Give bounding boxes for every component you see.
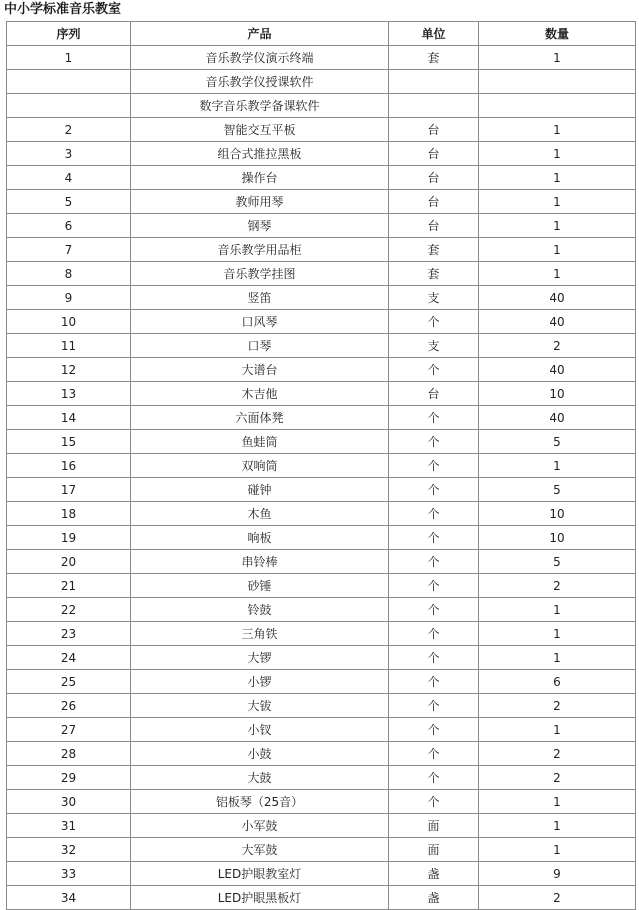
table-row [7, 286, 636, 310]
cell-quantity [479, 70, 636, 94]
cell-unit: 台 [389, 166, 479, 190]
cell-seq: 26 [7, 694, 131, 718]
table-row [7, 694, 636, 718]
cell-seq: 2 [7, 118, 131, 142]
cell-product: 木吉他 [131, 382, 389, 406]
cell-seq: 30 [7, 790, 131, 814]
cell-seq: 11 [7, 334, 131, 358]
table-row [7, 334, 636, 358]
table-row [7, 358, 636, 382]
cell-product: 响板 [131, 526, 389, 550]
cell-quantity: 2 [479, 742, 636, 766]
cell-unit: 个 [389, 742, 479, 766]
cell-seq: 10 [7, 310, 131, 334]
cell-unit: 面 [389, 838, 479, 862]
cell-quantity: 6 [479, 670, 636, 694]
cell-quantity: 1 [479, 142, 636, 166]
cell-product: 智能交互平板 [131, 118, 389, 142]
cell-quantity: 2 [479, 766, 636, 790]
page-title: 中小学标准音乐教室 [4, 2, 122, 17]
cell-unit: 个 [389, 622, 479, 646]
table-row [7, 550, 636, 574]
cell-seq: 1 [7, 46, 131, 70]
cell-product: LED护眼黑板灯 [131, 886, 389, 910]
cell-seq: 15 [7, 430, 131, 454]
cell-product: 小钗 [131, 718, 389, 742]
table-row [7, 790, 636, 814]
cell-quantity: 9 [479, 862, 636, 886]
cell-quantity: 40 [479, 286, 636, 310]
cell-quantity: 1 [479, 190, 636, 214]
table-row [7, 406, 636, 430]
column-header-quantity: 数量 [479, 22, 636, 46]
table-row [7, 142, 636, 166]
cell-product: 鱼蛙筒 [131, 430, 389, 454]
cell-unit: 个 [389, 766, 479, 790]
cell-seq: 22 [7, 598, 131, 622]
table-row [7, 262, 636, 286]
table-row [7, 838, 636, 862]
cell-seq: 31 [7, 814, 131, 838]
cell-quantity: 1 [479, 46, 636, 70]
cell-quantity: 1 [479, 814, 636, 838]
cell-unit: 台 [389, 118, 479, 142]
table-row [7, 862, 636, 886]
cell-unit: 套 [389, 46, 479, 70]
table-row [7, 886, 636, 910]
cell-seq: 19 [7, 526, 131, 550]
cell-unit: 个 [389, 670, 479, 694]
cell-unit: 面 [389, 814, 479, 838]
cell-quantity: 40 [479, 406, 636, 430]
cell-quantity: 1 [479, 118, 636, 142]
cell-seq [7, 94, 131, 118]
cell-seq: 16 [7, 454, 131, 478]
cell-seq: 33 [7, 862, 131, 886]
cell-seq: 34 [7, 886, 131, 910]
cell-unit: 个 [389, 526, 479, 550]
cell-product: 大军鼓 [131, 838, 389, 862]
cell-product: 音乐教学用品柜 [131, 238, 389, 262]
cell-product: 大锣 [131, 646, 389, 670]
cell-quantity: 2 [479, 886, 636, 910]
cell-unit: 个 [389, 406, 479, 430]
cell-unit: 盏 [389, 886, 479, 910]
table-row [7, 718, 636, 742]
cell-product: 大谱台 [131, 358, 389, 382]
cell-product: 口风琴 [131, 310, 389, 334]
cell-product: 三角铁 [131, 622, 389, 646]
cell-unit: 盏 [389, 862, 479, 886]
cell-product: 音乐教学仪演示终端 [131, 46, 389, 70]
cell-unit: 个 [389, 790, 479, 814]
cell-seq: 23 [7, 622, 131, 646]
table-row [7, 238, 636, 262]
table-row [7, 622, 636, 646]
table-row [7, 574, 636, 598]
cell-product: 串铃棒 [131, 550, 389, 574]
cell-seq: 12 [7, 358, 131, 382]
cell-product: 小军鼓 [131, 814, 389, 838]
cell-seq: 32 [7, 838, 131, 862]
cell-unit: 个 [389, 718, 479, 742]
cell-unit: 支 [389, 334, 479, 358]
table-row [7, 46, 636, 70]
cell-unit: 支 [389, 286, 479, 310]
cell-unit: 个 [389, 574, 479, 598]
cell-unit [389, 94, 479, 118]
cell-seq: 6 [7, 214, 131, 238]
cell-unit: 个 [389, 550, 479, 574]
cell-quantity: 40 [479, 310, 636, 334]
cell-seq: 28 [7, 742, 131, 766]
cell-quantity: 1 [479, 718, 636, 742]
table-row [7, 94, 636, 118]
cell-product: 音乐教学仪授课软件 [131, 70, 389, 94]
cell-quantity: 5 [479, 430, 636, 454]
cell-product: 铃鼓 [131, 598, 389, 622]
cell-unit: 个 [389, 694, 479, 718]
table-row [7, 382, 636, 406]
cell-unit: 个 [389, 502, 479, 526]
table-row [7, 670, 636, 694]
cell-quantity: 40 [479, 358, 636, 382]
cell-seq: 21 [7, 574, 131, 598]
cell-product: 音乐教学挂图 [131, 262, 389, 286]
cell-quantity: 2 [479, 574, 636, 598]
table-row [7, 814, 636, 838]
cell-quantity: 2 [479, 694, 636, 718]
cell-unit: 个 [389, 598, 479, 622]
table-row [7, 598, 636, 622]
cell-seq: 9 [7, 286, 131, 310]
cell-seq: 8 [7, 262, 131, 286]
cell-seq: 24 [7, 646, 131, 670]
cell-seq [7, 70, 131, 94]
equipment-table [6, 21, 636, 910]
cell-product: 大钹 [131, 694, 389, 718]
table-row [7, 766, 636, 790]
table-row [7, 310, 636, 334]
cell-quantity: 1 [479, 622, 636, 646]
cell-unit: 个 [389, 310, 479, 334]
cell-seq: 13 [7, 382, 131, 406]
cell-quantity: 5 [479, 478, 636, 502]
cell-quantity: 1 [479, 454, 636, 478]
cell-product: 口琴 [131, 334, 389, 358]
cell-quantity: 1 [479, 790, 636, 814]
cell-unit: 个 [389, 430, 479, 454]
table-row [7, 646, 636, 670]
table-row [7, 454, 636, 478]
table-row [7, 118, 636, 142]
table-header-row [7, 22, 636, 46]
table-row [7, 214, 636, 238]
table-row [7, 166, 636, 190]
cell-unit: 台 [389, 142, 479, 166]
cell-quantity: 1 [479, 262, 636, 286]
cell-product: 操作台 [131, 166, 389, 190]
cell-product: 砂锤 [131, 574, 389, 598]
table-row [7, 526, 636, 550]
cell-unit: 个 [389, 478, 479, 502]
cell-quantity: 10 [479, 382, 636, 406]
table-row [7, 478, 636, 502]
cell-quantity [479, 94, 636, 118]
cell-seq: 3 [7, 142, 131, 166]
cell-product: 六面体凳 [131, 406, 389, 430]
cell-unit: 个 [389, 358, 479, 382]
cell-product: 小锣 [131, 670, 389, 694]
cell-quantity: 10 [479, 526, 636, 550]
cell-unit: 套 [389, 262, 479, 286]
cell-seq: 27 [7, 718, 131, 742]
cell-seq: 20 [7, 550, 131, 574]
cell-unit: 个 [389, 454, 479, 478]
cell-product: 教师用琴 [131, 190, 389, 214]
cell-seq: 17 [7, 478, 131, 502]
cell-quantity: 2 [479, 334, 636, 358]
cell-product: LED护眼教室灯 [131, 862, 389, 886]
cell-unit [389, 70, 479, 94]
cell-unit: 台 [389, 382, 479, 406]
cell-product: 碰钟 [131, 478, 389, 502]
cell-quantity: 1 [479, 238, 636, 262]
cell-seq: 14 [7, 406, 131, 430]
cell-product: 铝板琴（25音） [131, 790, 389, 814]
cell-seq: 25 [7, 670, 131, 694]
cell-product: 钢琴 [131, 214, 389, 238]
cell-seq: 7 [7, 238, 131, 262]
cell-product: 大鼓 [131, 766, 389, 790]
cell-seq: 18 [7, 502, 131, 526]
cell-quantity: 1 [479, 214, 636, 238]
cell-seq: 5 [7, 190, 131, 214]
cell-product: 组合式推拉黑板 [131, 142, 389, 166]
cell-product: 双响筒 [131, 454, 389, 478]
cell-unit: 套 [389, 238, 479, 262]
cell-product: 木鱼 [131, 502, 389, 526]
column-header-seq: 序列 [7, 22, 131, 46]
cell-seq: 29 [7, 766, 131, 790]
cell-quantity: 5 [479, 550, 636, 574]
table-row [7, 430, 636, 454]
column-header-unit: 单位 [389, 22, 479, 46]
cell-quantity: 1 [479, 646, 636, 670]
table-row [7, 502, 636, 526]
cell-product: 竖笛 [131, 286, 389, 310]
cell-product: 小鼓 [131, 742, 389, 766]
table-row [7, 742, 636, 766]
cell-unit: 台 [389, 214, 479, 238]
cell-quantity: 10 [479, 502, 636, 526]
cell-product: 数字音乐教学备课软件 [131, 94, 389, 118]
column-header-product: 产品 [131, 22, 389, 46]
cell-quantity: 1 [479, 838, 636, 862]
table-body [7, 46, 636, 910]
table-row [7, 190, 636, 214]
table-row [7, 70, 636, 94]
cell-unit: 个 [389, 646, 479, 670]
cell-seq: 4 [7, 166, 131, 190]
cell-quantity: 1 [479, 598, 636, 622]
cell-quantity: 1 [479, 166, 636, 190]
cell-unit: 台 [389, 190, 479, 214]
